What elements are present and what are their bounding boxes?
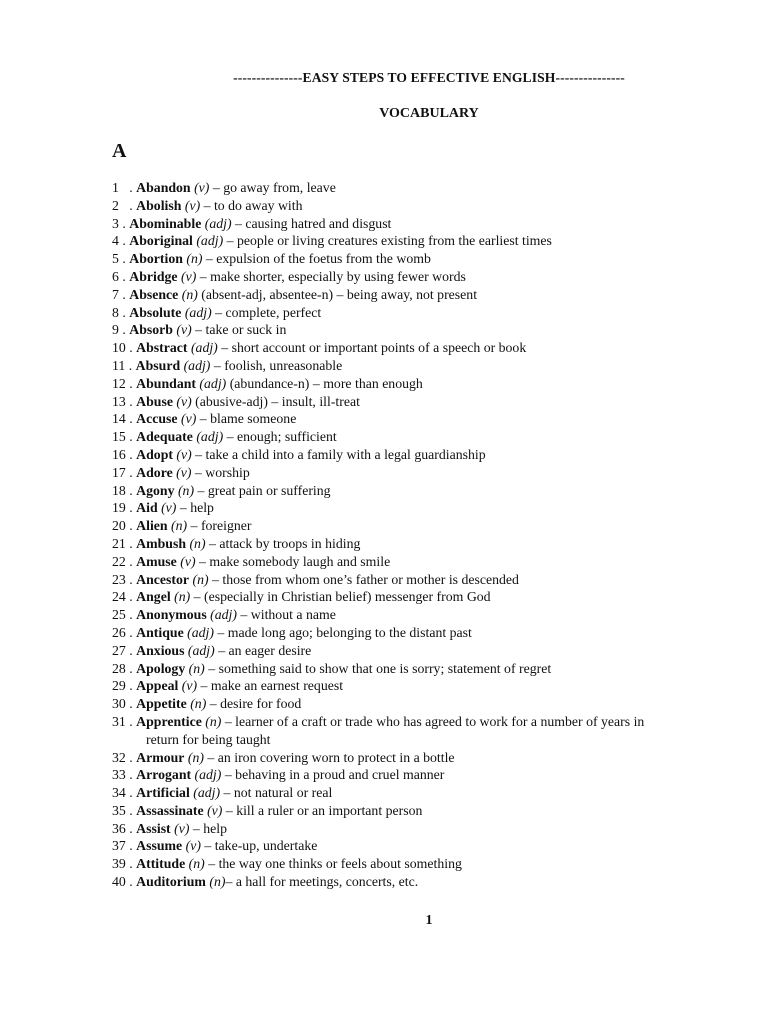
vocab-entry	[112, 749, 712, 767]
entry-part-of-speech: (adj)	[187, 340, 218, 356]
entry-part-of-speech: (n)	[184, 749, 204, 765]
entry-number: 19 .	[112, 500, 137, 516]
vocab-entry	[112, 606, 712, 624]
vocab-entry	[112, 464, 712, 482]
entry-definition: – causing hatred and disgust	[231, 215, 392, 231]
vocab-entry	[112, 197, 712, 215]
vocab-entry	[112, 571, 712, 589]
entry-word: Aboriginal	[129, 233, 193, 249]
vocab-entry	[112, 713, 712, 749]
section-letter: A	[112, 140, 127, 162]
entry-number: 5 .	[112, 251, 130, 267]
vocab-entry	[112, 250, 712, 268]
vocab-entry	[112, 393, 712, 411]
entry-number: 31 .	[112, 713, 137, 729]
entry-word: Abstract	[136, 340, 188, 356]
entry-word: Appeal	[136, 678, 179, 694]
entry-definition: – take a child into a family with a legal guardianship	[191, 446, 486, 462]
vocab-entry	[112, 410, 712, 428]
entry-word: Abominable	[129, 215, 202, 231]
entry-definition: – insult, ill-treat	[267, 393, 360, 409]
entry-definition: – being away, not present	[333, 286, 478, 302]
entry-word: Absurd	[135, 357, 181, 373]
entry-part-of-speech: (adj)	[181, 304, 212, 320]
entry-part-of-speech: (n)	[205, 874, 226, 890]
entry-part-of-speech: (v)	[176, 553, 196, 569]
entry-definition: – take or suck in	[191, 322, 287, 338]
entry-number: 12 .	[112, 375, 137, 391]
entry-number: 34 .	[112, 785, 137, 801]
vocab-entry	[112, 642, 712, 660]
vocab-entry	[112, 232, 712, 250]
entry-part-of-speech: (n)	[186, 535, 206, 551]
vocab-entry	[112, 535, 712, 553]
entry-word: Abuse	[136, 393, 173, 409]
vocab-entry	[112, 499, 712, 517]
entry-part-of-speech: (n)	[167, 518, 188, 534]
vocabulary-list	[112, 179, 712, 891]
entry-definition: – expulsion of the foetus from the womb	[202, 251, 431, 267]
entry-part-of-speech: (n)	[170, 589, 191, 605]
entry-part-of-speech: (adj)	[183, 624, 214, 640]
entry-definition: – attack by troops in hiding	[205, 535, 361, 551]
entry-part-of-speech: (v)	[177, 268, 197, 284]
entry-number: 4 .	[112, 233, 130, 249]
entry-definition: – to do away with	[200, 197, 303, 213]
entry-number: 26 .	[112, 624, 137, 640]
vocab-entry	[112, 766, 712, 784]
entry-word: Adequate	[136, 429, 193, 445]
entry-number: 13 .	[112, 393, 137, 409]
entry-definition: – foolish, unreasonable	[210, 357, 343, 373]
entry-number: 40 .	[112, 874, 137, 890]
entry-number: 30 .	[112, 696, 137, 712]
entry-word: Assassinate	[136, 802, 204, 818]
entry-word: Arrogant	[136, 767, 192, 783]
vocab-entry	[112, 304, 712, 322]
entry-number: 15 .	[112, 429, 137, 445]
entry-word: Abortion	[129, 251, 183, 267]
vocab-entry	[112, 339, 712, 357]
entry-part-of-speech: (adj)	[180, 357, 211, 373]
entry-number: 25 .	[112, 607, 137, 623]
entry-word: Ancestor	[136, 571, 190, 587]
entry-word: Abolish	[136, 197, 182, 213]
entry-definition: – make shorter, especially by using fewer words	[196, 268, 466, 284]
vocab-entry	[112, 855, 712, 873]
entry-part-of-speech: (adj)	[206, 607, 237, 623]
vocab-entry	[112, 215, 712, 233]
entry-part-of-speech: (n)	[174, 482, 195, 498]
entry-definition: – help	[189, 820, 227, 836]
entry-number: 33 .	[112, 767, 137, 783]
vocab-entry	[112, 268, 712, 286]
entry-part-of-speech: (v)	[172, 464, 192, 480]
entry-part-of-speech: (n)	[186, 696, 207, 712]
entry-number: 37 .	[112, 838, 137, 854]
vocab-entry	[112, 375, 712, 393]
section-title: VOCABULARY	[379, 106, 479, 121]
entry-word: Assume	[136, 838, 183, 854]
vocab-entry	[112, 517, 712, 535]
entry-part-of-speech: (v)	[172, 446, 192, 462]
entry-word: Ambush	[136, 535, 187, 551]
entry-definition: – something said to show that one is sorry; statement of regret	[204, 660, 552, 676]
entry-definition: – make an earnest request	[197, 678, 344, 694]
entry-definition: – more than enough	[309, 375, 423, 391]
entry-number: 17 .	[112, 464, 137, 480]
entry-number: 6 .	[112, 268, 130, 284]
entry-part-of-speech: (n)	[178, 286, 198, 302]
vocab-entry	[112, 802, 712, 820]
vocab-entry	[112, 588, 712, 606]
entry-definition: – an iron covering worn to protect in a bottle	[203, 749, 455, 765]
page-number: 1	[425, 913, 433, 928]
entry-part-of-speech: (adj)	[201, 215, 232, 231]
entry-word: Antique	[136, 624, 184, 640]
entry-word: Abandon	[136, 180, 191, 195]
entry-number: 23 .	[112, 571, 137, 587]
entry-definition: – made long ago; belonging to the distant past	[213, 624, 472, 640]
vocab-entry	[112, 553, 712, 571]
entry-definition: – short account or important points of a speech or book	[217, 340, 527, 356]
vocab-entry	[112, 677, 712, 695]
entry-definition-continued: return for being taught	[146, 731, 271, 747]
vocab-entry	[112, 873, 712, 891]
entry-word: Armour	[136, 749, 185, 765]
vocab-entry	[112, 286, 712, 304]
entry-word: Accuse	[136, 411, 178, 427]
entry-definition: – enough; sufficient	[223, 429, 337, 445]
entry-part-of-speech: (v)	[181, 197, 201, 213]
entry-definition: – (especially in Christian belief) messenger from God	[190, 589, 491, 605]
vocab-entry	[112, 179, 712, 197]
entry-number: 27 .	[112, 642, 137, 658]
entry-number: 1 .	[112, 180, 137, 195]
entry-part-of-speech: (n)	[185, 660, 205, 676]
vocab-entry	[112, 321, 712, 339]
entry-derived-forms: (abusive-adj)	[191, 393, 268, 409]
entry-definition: – help	[176, 500, 214, 516]
entry-word: Amuse	[136, 553, 177, 569]
entry-part-of-speech: (v)	[177, 411, 197, 427]
vocab-entry	[112, 482, 712, 500]
entry-definition: – go away from, leave	[209, 180, 336, 195]
entry-word: Abundant	[136, 375, 196, 391]
entry-word: Appetite	[136, 696, 187, 712]
entry-part-of-speech: (n)	[201, 713, 222, 729]
entry-number: 36 .	[112, 820, 137, 836]
entry-word: Attitude	[136, 856, 186, 872]
entry-definition: – complete, perfect	[211, 304, 322, 320]
vocab-entry	[112, 695, 712, 713]
entry-part-of-speech: (v)	[172, 322, 192, 338]
entry-definition: – great pain or suffering	[194, 482, 331, 498]
entry-part-of-speech: (adj)	[192, 429, 224, 445]
entry-definition: – those from whom one’s father or mother is descended	[208, 571, 519, 587]
entry-part-of-speech: (v)	[172, 393, 192, 409]
entry-word: Aid	[136, 500, 158, 516]
entry-part-of-speech: (n)	[182, 251, 203, 267]
entry-number: 14 .	[112, 411, 137, 427]
entry-part-of-speech: (v)	[170, 820, 190, 836]
entry-word: Adore	[136, 464, 173, 480]
entry-definition: – kill a ruler or an important person	[222, 802, 423, 818]
entry-number: 35 .	[112, 802, 137, 818]
vocab-entry	[112, 357, 712, 375]
entry-part-of-speech: (adj)	[191, 767, 222, 783]
vocab-entry	[112, 820, 712, 838]
document-header: ---------------EASY STEPS TO EFFECTIVE ENGLISH---------------	[233, 70, 625, 85]
entry-number: 39 .	[112, 856, 137, 872]
entry-word: Assist	[136, 820, 171, 836]
entry-number: 29 .	[112, 678, 137, 694]
entry-number: 8 .	[112, 304, 130, 320]
entry-number: 3 .	[112, 215, 130, 231]
entry-definition: – an eager desire	[214, 642, 312, 658]
entry-word: Apology	[136, 660, 186, 676]
entry-definition: – not natural or real	[220, 785, 333, 801]
vocab-entry	[112, 784, 712, 802]
entry-number: 18 .	[112, 482, 137, 498]
entry-part-of-speech: (v)	[178, 678, 198, 694]
entry-number: 7 .	[112, 286, 130, 302]
entry-definition: – the way one thinks or feels about something	[204, 856, 462, 872]
entry-part-of-speech: (n)	[189, 571, 209, 587]
entry-part-of-speech: (adj)	[195, 375, 227, 391]
entry-part-of-speech: (v)	[182, 838, 201, 854]
entry-definition: – learner of a craft or trade who has agreed to work for a number of years in	[221, 713, 645, 729]
entry-word: Adopt	[136, 446, 173, 462]
entry-word: Absence	[129, 286, 179, 302]
entry-word: Auditorium	[136, 874, 206, 890]
entry-definition: – foreigner	[187, 518, 252, 534]
entry-part-of-speech: (adj)	[189, 785, 221, 801]
vocab-entry	[112, 837, 712, 855]
entry-number: 28 .	[112, 660, 137, 676]
entry-part-of-speech: (v)	[190, 180, 210, 195]
entry-definition: – behaving in a proud and cruel manner	[221, 767, 445, 783]
entry-number: 20 .	[112, 518, 137, 534]
entry-definition: – make somebody laugh and smile	[195, 553, 391, 569]
entry-part-of-speech: (v)	[203, 802, 223, 818]
entry-word: Angel	[136, 589, 171, 605]
entry-number: 21 .	[112, 535, 137, 551]
entry-word: Abridge	[129, 268, 178, 284]
entry-number: 22 .	[112, 553, 137, 569]
entry-word: Artificial	[136, 785, 190, 801]
entry-derived-forms: (abundance-n)	[226, 375, 310, 391]
entry-number: 16 .	[112, 446, 137, 462]
entry-number: 24 .	[112, 589, 137, 605]
entry-number: 2 .	[112, 197, 137, 213]
vocab-entry	[112, 446, 712, 464]
entry-word: Anonymous	[136, 607, 207, 623]
entry-word: Absolute	[129, 304, 182, 320]
entry-word: Apprentice	[136, 713, 202, 729]
entry-number: 32 .	[112, 749, 137, 765]
entry-number: 11 .	[112, 357, 136, 373]
entry-part-of-speech: (n)	[185, 856, 205, 872]
entry-word: Absorb	[129, 322, 173, 338]
entry-part-of-speech: (v)	[157, 500, 177, 516]
entry-word: Alien	[136, 518, 168, 534]
entry-definition: – take-up, undertake	[200, 838, 318, 854]
entry-definition: – blame someone	[196, 411, 297, 427]
entry-definition: – worship	[191, 464, 250, 480]
entry-definition: – desire for food	[206, 696, 302, 712]
entry-number: 10 .	[112, 340, 137, 356]
entry-word: Anxious	[136, 642, 185, 658]
entry-definition: – without a name	[236, 607, 336, 623]
entry-derived-forms: (absent-adj, absentee-n)	[197, 286, 334, 302]
entry-part-of-speech: (adj)	[192, 233, 224, 249]
entry-part-of-speech: (adj)	[184, 642, 215, 658]
vocab-entry	[112, 428, 712, 446]
vocab-entry	[112, 660, 712, 678]
entry-definition: – people or living creatures existing from the earliest times	[223, 233, 552, 249]
entry-definition: – a hall for meetings, concerts, etc.	[225, 874, 419, 890]
entry-number: 9 .	[112, 322, 130, 338]
vocab-entry	[112, 624, 712, 642]
entry-word: Agony	[136, 482, 175, 498]
